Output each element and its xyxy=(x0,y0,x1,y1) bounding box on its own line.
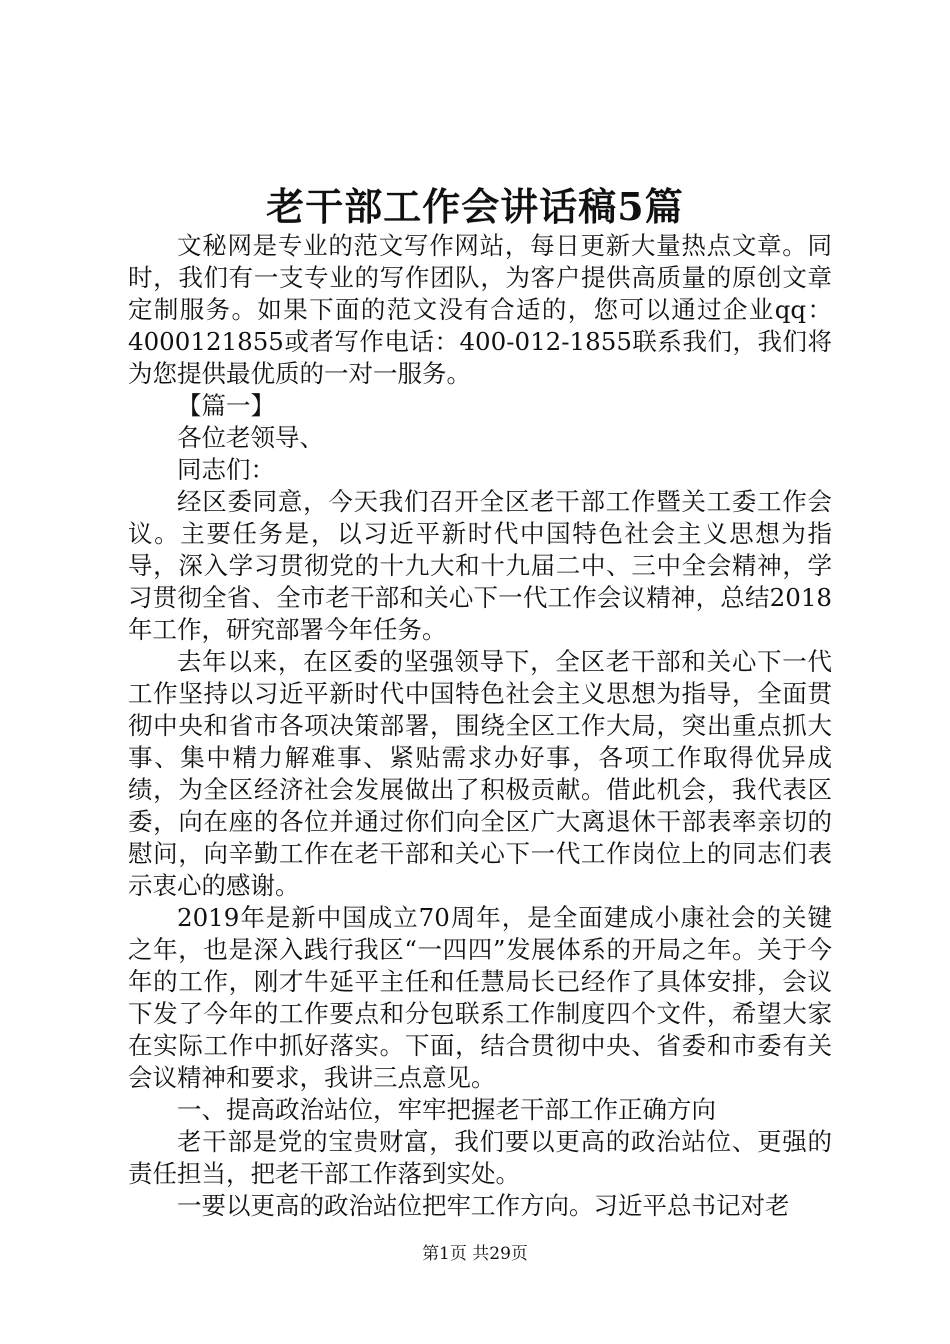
body-paragraph: 2019年是新中国成立70周年，是全面建成小康社会的关键之年，也是深入践行我区“一四四”发展体系的开局之年。关于今年的工作，刚才牛延平主任和任慧局长已经作了具体安排，会议下发了今年的工作要点和分包联系工作制度四个文件，希望大家在实际工作中抓好落实。下面，结合贯彻中央、省委和市委有关会议精神和要求，我讲三点意见。 xyxy=(128,903,832,1092)
body-paragraph: 经区委同意，今天我们召开全区老干部工作暨关工委工作会议。主要任务是，以习近平新时代中国特色社会主义思想为指导，深入学习贯彻党的十九大和十九届二中、三中全会精神，学习贯彻全省、全市老干部和关心下一代工作会议精神，总结2018年工作，研究部署今年任务。 xyxy=(128,487,832,644)
page-number-footer: 第1页 共29页 xyxy=(422,1244,528,1264)
salutation-line: 同志们： xyxy=(177,455,275,484)
intro-paragraph: 文秘网是专业的范文写作网站，每日更新大量热点文章。同时，我们有一支专业的写作团队，为客户提供高质量的原创文章定制服务。如果下面的范文没有合适的，您可以通过企业qq：4000121855或者写作电话：400-012-1855联系我们，我们将为您提供最优质的一对一服务。 xyxy=(128,231,832,388)
document-body xyxy=(128,230,832,1222)
document-title: 老干部工作会讲话稿5篇 xyxy=(266,184,684,229)
section-heading: 【篇一】 xyxy=(177,391,275,420)
body-paragraph: 去年以来，在区委的坚强领导下，全区老干部和关心下一代工作坚持以习近平新时代中国特色社会主义思想为指导，全面贯彻中央和省市各项决策部署，围绕全区工作大局，突出重点抓大事、集中精力解难事、紧贴需求办好事，各项工作取得优异成绩，为全区经济社会发展做出了积极贡献。借此机会，我代表区委，向在座的各位并通过你们向全区广大离退休干部表率亲切的慰问，向辛勤工作在老干部和关心下一代工作岗位上的同志们表示衷心的感谢。 xyxy=(128,647,832,900)
body-paragraph: 老干部是党的宝贵财富，我们要以更高的政治站位、更强的责任担当，把老干部工作落到实处。 xyxy=(128,1127,832,1188)
body-paragraph: 一要以更高的政治站位把牢工作方向。习近平总书记对老 xyxy=(177,1191,790,1220)
salutation-line: 各位老领导、 xyxy=(177,423,324,452)
subsection-heading: 一、提高政治站位，牢牢把握老干部工作正确方向 xyxy=(177,1095,716,1124)
